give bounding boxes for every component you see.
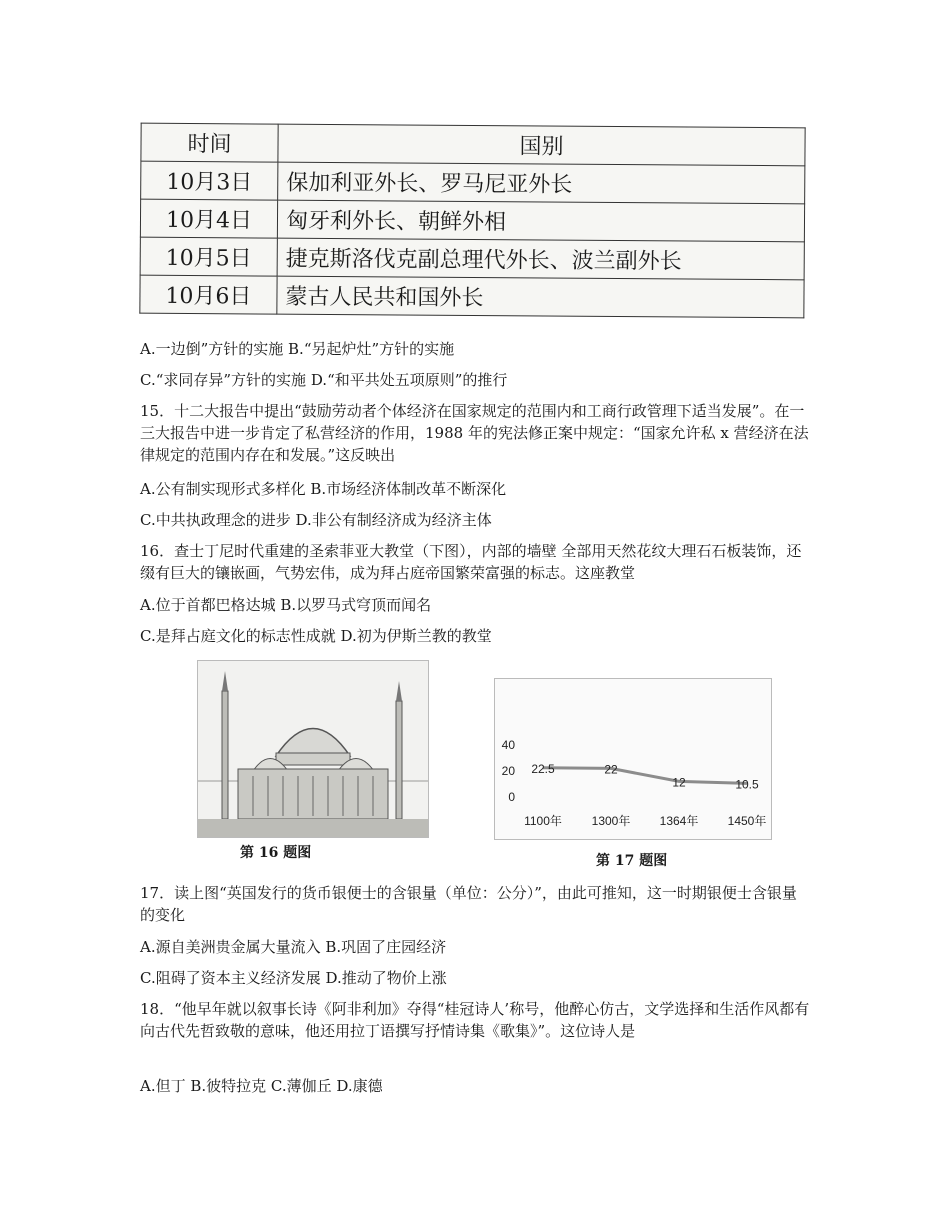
q17-options-cd: C.阻碍了资本主义经济发展 D.推动了物价上涨 <box>140 969 447 987</box>
fig17-caption: 第 17 题图 <box>596 853 668 869</box>
q16-stem: 16．查士丁尼时代重建的圣索菲亚大教堂（下图），内部的墙壁 全部用天然花纹大理石石板装饰，还缀有巨大的镶嵌画，气势宏伟，成为拜占庭帝国繁荣富强的标志。这座教堂 <box>140 542 802 582</box>
q15-options-cd: C.中共执政理念的进步 D.非公有制经济成为经济主体 <box>140 511 492 529</box>
x-tick-label: 1364年 <box>659 814 699 828</box>
silver-penny-chart <box>495 679 771 839</box>
data-label: 22.5 <box>531 761 555 776</box>
table-cell-date: 10月6日 <box>140 275 277 314</box>
table-cell-date: 10月5日 <box>140 237 277 276</box>
x-tick-label: 1300年 <box>591 814 631 828</box>
y-tick-label: 40 <box>501 738 515 752</box>
table-cell-date: 10月4日 <box>140 199 277 238</box>
q16-options-ab: A.位于首都巴格达城 B.以罗马式穹顶而闻名 <box>140 596 432 614</box>
q18-stem: 18．“他早年就以叙事长诗《阿非利加》夺得“桂冠诗人’称号，他醉心仿古，文学选择和生活作风都有向古代先哲致敬的意味，他还用拉丁语撰写抒情诗集《歌集》”。这位诗人是 <box>140 1000 810 1040</box>
table-row <box>141 161 805 204</box>
silver-penny-chart-frame <box>494 678 772 840</box>
table-row <box>140 237 804 280</box>
table-row <box>140 275 804 318</box>
x-tick-label: 1450年 <box>727 814 767 828</box>
hagia-sophia-image <box>197 660 429 838</box>
table-row <box>140 199 804 242</box>
data-label: 22 <box>604 762 618 777</box>
q17-options-ab: A.源自美洲贵金属大量流入 B.巩固了庄园经济 <box>140 938 447 956</box>
q18-options: A.但丁 B.彼特拉克 C.薄伽丘 D.康德 <box>140 1077 383 1095</box>
y-tick-label: 20 <box>501 764 515 778</box>
visits-table <box>139 123 805 319</box>
table-cell-country: 匈牙利外长、朝鲜外相 <box>277 200 804 242</box>
table-cell-country: 捷克斯洛伐克副总理代外长、波兰副外长 <box>277 238 804 280</box>
header-country: 国别 <box>278 124 805 166</box>
table-header-row <box>141 123 805 166</box>
header-time: 时间 <box>141 123 278 162</box>
y-tick-label: 0 <box>508 790 515 804</box>
table-cell-date: 10月3日 <box>141 161 278 200</box>
q17-stem: 17．读上图“英国发行的货币银便士的含银量（单位：公分）”，由此可推知，这一时期银便士含银量的变化 <box>140 884 797 924</box>
q14-options-cd: C.“求同存异”方针的实施 D.“和平共处五项原则”的推行 <box>140 371 508 389</box>
q14-options-ab: A.一边倒”方针的实施 B.“另起炉灶”方针的实施 <box>140 340 455 358</box>
q15-options-ab: A.公有制实现形式多样化 B.市场经济体制改革不断深化 <box>140 480 507 498</box>
data-label: 12 <box>672 775 686 790</box>
data-label: 10.5 <box>735 777 759 792</box>
series-line <box>543 768 747 784</box>
x-tick-label: 1100年 <box>524 814 562 828</box>
cathedral-drawing <box>198 661 428 837</box>
q15-stem: 15．十二大报告中提出“鼓励劳动者个体经济在国家规定的范围内和工商行政管理下适当发展”。在一三大报告中进一步肯定了私营经济的作用，1988 年的宪法修正案中规定：“国家允许私 x 营经济在法律规定的范围内存在和发展。”这反映出 <box>140 402 809 464</box>
fig16-caption: 第 16 题图 <box>240 845 312 861</box>
q16-options-cd: C.是拜占庭文化的标志性成就 D.初为伊斯兰教的教堂 <box>140 627 492 645</box>
table-cell-country: 蒙古人民共和国外长 <box>277 276 804 318</box>
table-cell-country: 保加利亚外长、罗马尼亚外长 <box>278 162 805 204</box>
